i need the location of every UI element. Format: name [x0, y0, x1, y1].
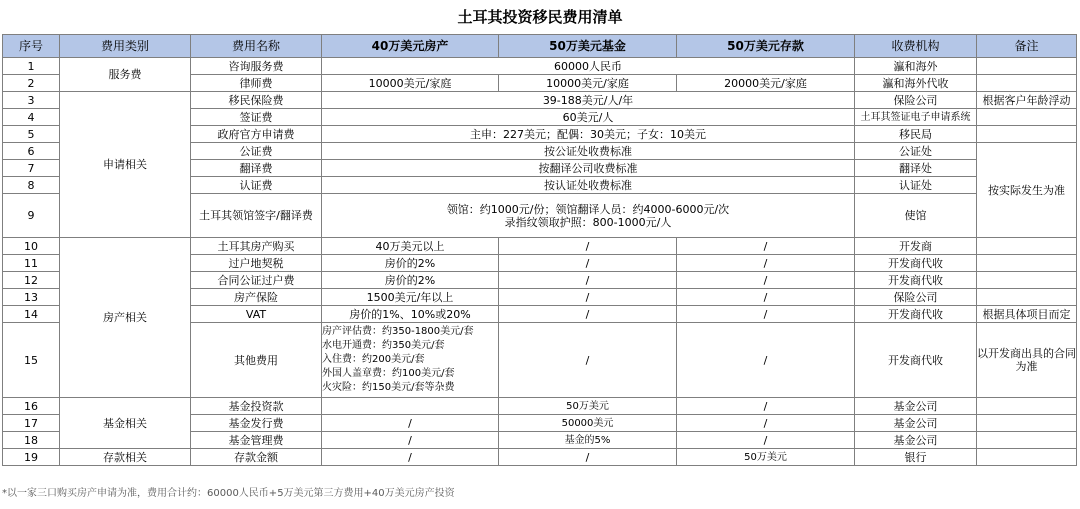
table-row	[3, 238, 1077, 255]
fee-name: 公证费	[191, 143, 322, 160]
fee-all: 按翻译公司收费标准	[322, 160, 855, 177]
fee-note: 以开发商出具的合同为准	[977, 323, 1077, 398]
fee-org: 基金公司	[855, 415, 977, 432]
page-title: 土耳其投资移民费用清单	[457, 8, 623, 26]
fee-name: 翻译费	[191, 160, 322, 177]
fee-property	[322, 323, 499, 398]
fee-property: /	[322, 415, 499, 432]
fee-deposit: /	[677, 255, 855, 272]
fee-name: 咨询服务费	[191, 58, 322, 75]
table-row	[3, 449, 1077, 466]
category-property: 房产相关	[60, 238, 191, 398]
fee-note	[977, 58, 1077, 75]
category-apply: 申请相关	[60, 92, 191, 238]
fee-line: 入住费：约200美元/套	[322, 354, 425, 365]
fee-name: 律师费	[191, 75, 322, 92]
fee-org: 移民局	[855, 126, 977, 143]
fee-property: /	[322, 449, 499, 466]
fee-name: VAT	[191, 306, 322, 323]
fee-fund: /	[499, 306, 677, 323]
col-header-fund: 50万美元基金	[499, 35, 677, 58]
fee-property: 房价的1%、10%或20%	[322, 306, 499, 323]
fee-property	[322, 398, 499, 415]
category-deposit: 存款相关	[60, 449, 191, 466]
row-no: 8	[3, 177, 60, 194]
row-no: 5	[3, 126, 60, 143]
table-row	[3, 398, 1077, 415]
fee-property: 40万美元以上	[322, 238, 499, 255]
col-header-org: 收费机构	[855, 35, 977, 58]
row-no: 12	[3, 272, 60, 289]
fee-fund: /	[499, 289, 677, 306]
table-row	[3, 92, 1077, 109]
fee-name: 存款金额	[191, 449, 322, 466]
fee-fund: /	[499, 449, 677, 466]
fee-org: 翻译处	[855, 160, 977, 177]
fee-property: /	[322, 432, 499, 449]
fee-note	[977, 272, 1077, 289]
fee-deposit: /	[677, 289, 855, 306]
row-no: 19	[3, 449, 60, 466]
fee-note	[977, 255, 1077, 272]
fee-name: 基金投资款	[191, 398, 322, 415]
row-no: 10	[3, 238, 60, 255]
fee-org: 使馆	[855, 194, 977, 238]
fee-note	[977, 398, 1077, 415]
col-header-category: 费用类别	[60, 35, 191, 58]
fee-note	[977, 109, 1077, 126]
fee-line: 外国人盖章费：约100美元/套	[322, 368, 455, 379]
row-no: 16	[3, 398, 60, 415]
fee-deposit: /	[677, 432, 855, 449]
fee-line: 火灾险：约150美元/套等杂费	[322, 382, 455, 393]
fee-org: 瀛和海外	[855, 58, 977, 75]
fee-line: 录指纹领取护照：800-1000元/人	[504, 215, 672, 229]
fee-property: 10000美元/家庭	[322, 75, 499, 92]
col-header-note: 备注	[977, 35, 1077, 58]
fee-deposit: /	[677, 415, 855, 432]
footnote: *以一家三口购买房产申请为准，费用合计约：60000人民币+5万美元第三方费用+40万美元房产投资	[2, 488, 455, 499]
fee-note	[977, 449, 1077, 466]
fee-fund: 50000美元	[499, 415, 677, 432]
fee-name: 签证费	[191, 109, 322, 126]
fee-fund: /	[499, 272, 677, 289]
row-no: 4	[3, 109, 60, 126]
fee-note	[977, 289, 1077, 306]
fee-fund: /	[499, 323, 677, 398]
fee-name: 房产保险	[191, 289, 322, 306]
fee-note	[977, 75, 1077, 92]
row-no: 2	[3, 75, 60, 92]
fee-line: 水电开通费：约350美元/套	[322, 340, 445, 351]
fee-fund: 10000美元/家庭	[499, 75, 677, 92]
fee-all: 60000人民币	[322, 58, 855, 75]
fee-line: 领馆：约1000元/份；领馆翻译人员：约4000-6000元/次	[446, 202, 730, 216]
row-no: 14	[3, 306, 60, 323]
fee-note-actual: 按实际发生为准	[977, 143, 1077, 238]
fee-org: 开发商代收	[855, 323, 977, 398]
fee-table	[2, 34, 1077, 466]
fee-org: 保险公司	[855, 92, 977, 109]
fee-org: 土耳其签证电子申请系统	[855, 109, 977, 126]
fee-property: 1500美元/年以上	[322, 289, 499, 306]
fee-note: 根据客户年龄浮动	[977, 92, 1077, 109]
fee-deposit: /	[677, 238, 855, 255]
fee-org: 瀛和海外代收	[855, 75, 977, 92]
fee-org: 银行	[855, 449, 977, 466]
fee-name: 基金发行费	[191, 415, 322, 432]
fee-name: 认证费	[191, 177, 322, 194]
fee-note	[977, 415, 1077, 432]
fee-deposit: 20000美元/家庭	[677, 75, 855, 92]
row-no: 13	[3, 289, 60, 306]
fee-deposit: /	[677, 398, 855, 415]
fee-deposit: /	[677, 272, 855, 289]
row-no: 9	[3, 194, 60, 238]
fee-all: 按认证处收费标准	[322, 177, 855, 194]
fee-name: 政府官方申请费	[191, 126, 322, 143]
fee-org: 开发商代收	[855, 255, 977, 272]
table-row	[3, 58, 1077, 75]
row-no: 7	[3, 160, 60, 177]
fee-deposit: 50万美元	[677, 449, 855, 466]
fee-all: 主申：227美元；配偶：30美元；子女：10美元	[322, 126, 855, 143]
fee-note: 根据具体项目而定	[977, 306, 1077, 323]
fee-name: 过户地契税	[191, 255, 322, 272]
row-no: 3	[3, 92, 60, 109]
fee-all: 39-188美元/人/年	[322, 92, 855, 109]
fee-fund: 基金的5%	[499, 432, 677, 449]
fee-deposit: /	[677, 323, 855, 398]
col-header-property: 40万美元房产	[322, 35, 499, 58]
fee-org: 基金公司	[855, 398, 977, 415]
row-no: 17	[3, 415, 60, 432]
fee-org: 开发商	[855, 238, 977, 255]
fee-org: 保险公司	[855, 289, 977, 306]
row-no: 6	[3, 143, 60, 160]
col-header-deposit: 50万美元存款	[677, 35, 855, 58]
fee-name: 合同公证过户费	[191, 272, 322, 289]
category-fund: 基金相关	[60, 398, 191, 449]
fee-org: 开发商代收	[855, 272, 977, 289]
fee-line: 房产评估费：约350-1800美元/套	[322, 326, 474, 337]
fee-property: 房价的2%	[322, 272, 499, 289]
fee-org: 公证处	[855, 143, 977, 160]
category-service: 服务费	[60, 58, 191, 92]
fee-fund: /	[499, 255, 677, 272]
fee-note	[977, 238, 1077, 255]
fee-org: 认证处	[855, 177, 977, 194]
fee-property: 房价的2%	[322, 255, 499, 272]
row-no: 18	[3, 432, 60, 449]
fee-org: 基金公司	[855, 432, 977, 449]
fee-name: 土耳其领馆签字/翻译费	[191, 194, 322, 238]
fee-all	[322, 194, 855, 238]
fee-note	[977, 432, 1077, 449]
row-no: 15	[3, 323, 60, 398]
col-header-no: 序号	[3, 35, 60, 58]
fee-name: 土耳其房产购买	[191, 238, 322, 255]
row-no: 1	[3, 58, 60, 75]
fee-all: 按公证处收费标准	[322, 143, 855, 160]
fee-all: 60美元/人	[322, 109, 855, 126]
fee-fund: /	[499, 238, 677, 255]
fee-name: 其他费用	[191, 323, 322, 398]
fee-note	[977, 126, 1077, 143]
header-row	[3, 35, 1077, 58]
fee-name: 基金管理费	[191, 432, 322, 449]
row-no: 11	[3, 255, 60, 272]
fee-deposit: /	[677, 306, 855, 323]
fee-fund: 50万美元	[499, 398, 677, 415]
fee-name: 移民保险费	[191, 92, 322, 109]
fee-org: 开发商代收	[855, 306, 977, 323]
col-header-name: 费用名称	[191, 35, 322, 58]
